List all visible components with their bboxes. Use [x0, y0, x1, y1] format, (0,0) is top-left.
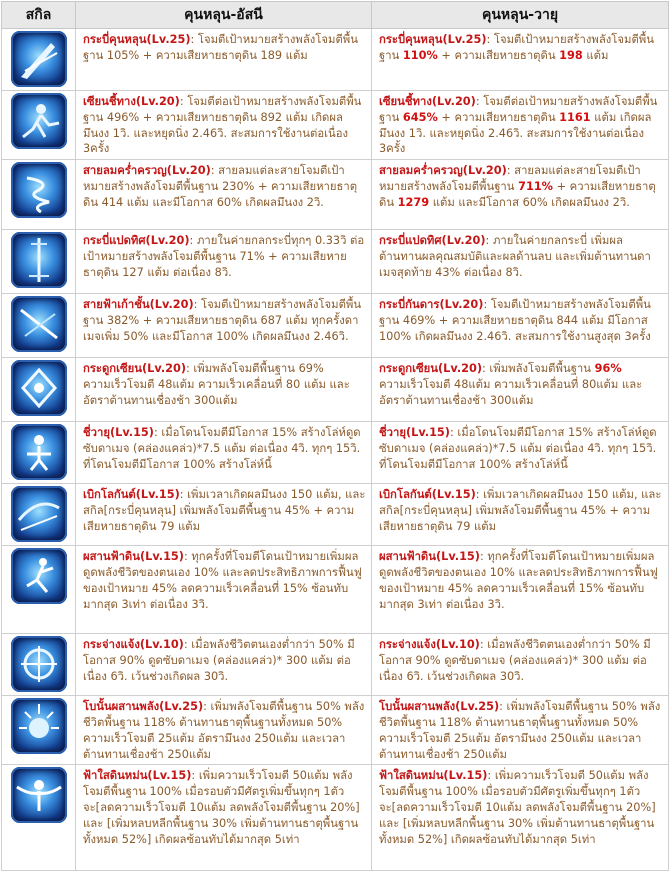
skill-description: : เมื่อโดนโจมตีมีโอกาส 15% สร้างโล่ห์ดูดซับดาเมจ (คล่องแคล่ว)*7.5 แต้ม ต่อเนื่อง 4วิ. ทุกๆ 15วิ. ที่โดนโจมตีมีโอกาส 100% สร้างโล่ห์นี้ [379, 426, 657, 471]
skill-row [2, 634, 669, 696]
skill-description: ความเร็วโจมตี 48แต้ม ความเร็วเคลื่อนที่ 80แต้ม และอัตราต้านทานเชื่องช้า 300แต้ม [379, 377, 643, 407]
skill-cell-asani [76, 546, 372, 634]
highlighted-value: 711% [518, 179, 553, 193]
skill-description: : เพิ่มเวลาเกิดผลมึนงง 150 แต้ม, และสกิล[กระบี่คุนหลุน] เพิ่มพลังโจมตีพื้นฐาน 45% + ความเสียหายธาตุดิน 79 แต้ม [83, 488, 366, 533]
lightning-slash-icon [11, 296, 67, 352]
skill-name: เซียนชี้ทาง(Lv.20) [83, 95, 180, 108]
header-class-asani: คุนหลุน-อัสนี [76, 2, 372, 29]
skill-name: เซียนชี้ทาง(Lv.20) [379, 95, 476, 108]
skill-cell-asani [76, 160, 372, 230]
skill-icon-cell [2, 230, 76, 294]
skill-description: + ความเสียหายธาตุดิน [379, 179, 656, 209]
skill-row [2, 160, 669, 230]
energy-burst-icon [11, 698, 67, 754]
skill-icon-cell [2, 696, 76, 765]
skill-icon-cell [2, 29, 76, 91]
skill-name: กระบี่แปดทิศ(Lv.20) [379, 234, 486, 248]
skill-description: : เพิ่มพลังโจมตีพื้นฐาน 50% พลังชีวิตพื้นฐาน 118% ต้านทานธาตุพื้นฐานทั้งหมด 50% ความเร็วโจมตี 25แต้ม อัตรามึนงง 250แต้ม และเวลาต้านทานเชื่องช้า 250แต้ม [379, 700, 661, 761]
highlighted-value: 1161 [559, 110, 591, 124]
skill-description: : ทุกครั้งที่โจมตีโดนเป้าหมายเพิ่มผลดูดพลังชีวิตของตนเอง 10% และลดประสิทธิภาพการฟื้นฟูของเป้าหมาย 45% ลดความเร็วเคลื่อนที่ 15% ซ้อนทับมากสุด 3เท่า ต่อเนื่อง 3วิ. [379, 550, 658, 611]
skill-description: : โจมตีเป้าหมายสร้างพลังโจมตีพื้นฐาน 105% + ความเสียหายธาตุดิน 189 แต้ม [83, 33, 358, 62]
highlighted-value: 645% [402, 110, 438, 124]
skill-description: : สายลมแต่ละสายโจมตีเป้าหมายสร้างพลังโจมตีพื้นฐาน [379, 164, 641, 193]
skill-description: : เพิ่มเวลาเกิดผลมึนงง 150 แต้ม, และสกิล[กระบี่คุนหลุน] เพิ่มพลังโจมตีพื้นฐาน 45% + ความเสียหายธาตุดิน 79 แต้ม [379, 488, 662, 533]
skill-name: กระดูกเซียน(Lv.20) [379, 362, 483, 376]
skill-name: กระบี่แปดทิศ(Lv.20) [83, 234, 190, 248]
skill-name: ผสานฟ้าดิน(Lv.15) [379, 550, 480, 564]
highlighted-value: 110% [402, 48, 438, 62]
skill-description: : เพิ่มความเร็วโจมตี 50แต้ม พลังโจมตีพื้นฐาน 100% เมื่อรอบตัวมีศัตรูเพิ่มขึ้นทุกๆ 1ตัว จะ[ลดความเร็วโจมตี 10แต้ม ลดพลังโจมตีพื้นฐาน 20%] และ [เพิ่มหลบหลีกพื้นฐาน 30% เพิ่มต้านทานธาตุพื้นฐานทั้งหมด 52%] เกิดผลซ้อนทับได้มากสุด 5เท่า [83, 769, 360, 846]
skill-name: สายลมคร่ำครวญ(Lv.20) [379, 164, 507, 178]
skill-name: กระบี่กันดาร(Lv.20) [379, 298, 484, 312]
skill-description: + ความเสียหายธาตุดิน [437, 110, 560, 124]
skill-row [2, 294, 669, 358]
skill-cell-wayu [372, 358, 669, 422]
sword-formation-icon [11, 232, 67, 288]
skill-description: แต้ม เกิดผลมึนงง 1วิ. และหยุดนิ่ง 2.46วิ. สะสมการใช้งานต่อเนื่อง 3ครั้ง [379, 110, 652, 156]
skill-row [2, 422, 669, 484]
skill-row [2, 484, 669, 546]
skill-row [2, 91, 669, 160]
skill-description: : เมื่อพลังชีวิตตนเองต่ำกว่า 50% มีโอกาส 90% ดูดซับดาเมจ (คล่องแคล่ว)* 300 แต้ม ต่อเนื่อง 6วิ. เว้นช่วงเกิดผล 30วิ. [379, 638, 651, 683]
skill-cell-wayu [372, 422, 669, 484]
skill-description: แต้ม [582, 48, 609, 62]
spinning-blade-icon [11, 636, 67, 692]
flying-kick-icon [11, 93, 67, 149]
skill-icon-cell [2, 484, 76, 546]
skill-name: โบนั้นผสานพลัง(Lv.25) [379, 700, 500, 714]
skill-description: แต้ม และมีโอกาส 60% เกิดผลมึนงง 2วิ. [429, 195, 630, 209]
skill-icon-cell [2, 294, 76, 358]
highlighted-value: 198 [559, 48, 583, 62]
skill-cell-wayu [372, 91, 669, 160]
highlighted-value: 1279 [397, 195, 430, 209]
skill-name: ชี่วายุ(Lv.15) [83, 426, 154, 440]
skill-name: สายฟ้าเก้าชั้น(Lv.20) [83, 298, 194, 312]
skill-description: : เมื่อโดนโจมตีมีโอกาส 15% สร้างโล่ห์ดูดซับดาเมจ (คล่องแคล่ว)*7.5 แต้ม ต่อเนื่อง 4วิ. ทุกๆ 15วิ. ที่โดนโจมตีมีโอกาส 100% สร้างโล่ห์นี้ [83, 426, 361, 471]
skill-description: : สายลมแต่ละสายโจมตีเป้าหมายสร้างพลังโจมตีพื้นฐาน 230% + ความเสียหายธาตุดิน 414 แต้ม และมีโอกาส 60% เกิดผลมึนงง 2วิ. [83, 164, 358, 209]
skill-cell-wayu [372, 765, 669, 871]
skill-cell-asani [76, 294, 372, 358]
skill-row [2, 29, 669, 91]
skill-icon-cell [2, 422, 76, 484]
skill-name: โบนั้นผสานพลัง(Lv.25) [83, 700, 204, 714]
highlighted-value: 96% [594, 362, 622, 376]
skill-description: : โจมตีเป้าหมายสร้างพลังโจมตีพื้นฐาน 469% + ความเสียหายธาตุดิน 844 แต้ม มีโอกาส 100% เกิดผลมึนงง 2.46วิ. สะสมการใช้งานสูงสุด 3ครั้ง [379, 298, 651, 343]
skill-comparison-table [1, 1, 669, 871]
skill-description: : โจมตีเป้าหมายสร้างพลังโจมตีพื้นฐาน 382% + ความเสียหายธาตุดิน 687 แต้ม ทุกครั้งดาเมจเพิ่ม 50% และมีโอกาส 100% เกิดผลมึนงง 2.46วิ. [83, 298, 362, 343]
skill-name: เบิกโลกันต์(Lv.15) [379, 488, 476, 502]
blade-strike-icon [11, 31, 67, 87]
skill-description: : เพิ่มความเร็วโจมตี 50แต้ม พลังโจมตีพื้นฐาน 100% เมื่อรอบตัวมีศัตรูเพิ่มขึ้นทุกๆ 1ตัว จะ[ลดความเร็วโจมตี 10แต้ม ลดพลังโจมตีพื้นฐาน 20%] และ [เพิ่มหลบหลีกพื้นฐาน 30% เพิ่มต้านทานธาตุพื้นฐานทั้งหมด 52%] เกิดผลซ้อนทับได้มากสุด 5เท่า [379, 769, 656, 846]
palm-strike-icon [11, 360, 67, 416]
skill-name: กระจ่างแจ้ง(Lv.10) [379, 638, 480, 652]
skill-cell-asani [76, 484, 372, 546]
divine-wings-icon [11, 767, 67, 823]
skill-cell-asani [76, 29, 372, 91]
skill-cell-asani [76, 765, 372, 871]
skill-cell-wayu [372, 634, 669, 696]
skill-cell-wayu [372, 546, 669, 634]
skill-name: สายลมคร่ำครวญ(Lv.20) [83, 164, 211, 178]
skill-cell-wayu [372, 29, 669, 91]
skill-description: : โจมตีเป้าหมายสร้างพลังโจมตีพื้นฐาน [379, 33, 654, 62]
skill-icon-cell [2, 91, 76, 160]
skill-name: กระดูกเซียน(Lv.20) [83, 362, 187, 376]
leaping-fighter-icon [11, 548, 67, 604]
skill-description: : เมื่อพลังชีวิตตนเองต่ำกว่า 50% มีโอกาส 90% ดูดซับดาเมจ (คล่องแคล่ว)* 300 แต้ม ต่อเนื่อง 6วิ. เว้นช่วงเกิดผล 30วิ. [83, 638, 355, 683]
table-header-row [2, 2, 669, 29]
skill-cell-wayu [372, 230, 669, 294]
skill-description: : โจมตีต่อเป้าหมายสร้างพลังโจมตีพื้นฐาน [379, 95, 658, 124]
skill-name: กระจ่างแจ้ง(Lv.10) [83, 638, 184, 652]
skill-name: ฟ้าใสดินหม่น(Lv.15) [83, 769, 192, 783]
skill-name: กระบี่คุนหลุน(Lv.25) [379, 33, 487, 46]
whirlwind-icon [11, 162, 67, 218]
sword-wind-icon [11, 486, 67, 542]
header-class-wayu: คุนหลุน-วายุ [372, 2, 669, 29]
skill-icon-cell [2, 546, 76, 634]
skill-row [2, 230, 669, 294]
skill-cell-asani [76, 358, 372, 422]
skill-description: : ทุกครั้งที่โจมตีโดนเป้าหมายเพิ่มผลดูดพลังชีวิตของตนเอง 10% และลดประสิทธิภาพการฟื้นฟูของเป้าหมาย 45% ลดความเร็วเคลื่อนที่ 15% ซ้อนทับมากสุด 3เท่า ต่อเนื่อง 3วิ. [83, 550, 362, 611]
skill-row [2, 696, 669, 765]
skill-row [2, 358, 669, 422]
skill-cell-wayu [372, 484, 669, 546]
skill-cell-wayu [372, 696, 669, 765]
skill-name: ฟ้าใสดินหม่น(Lv.15) [379, 769, 488, 783]
skill-cell-asani [76, 634, 372, 696]
skill-cell-wayu [372, 160, 669, 230]
skill-cell-asani [76, 696, 372, 765]
skill-row [2, 765, 669, 871]
skill-description: : ภายในค่ายกลกระบี่ เพิ่มผลต้านทานผลคุณสมบัติและผลด้านลบ และเพิ่มต้านทานดาเมจสุดท้าย 43% ต่อเนื่อง 8วิ. [379, 234, 651, 279]
skill-name: ผสานฟ้าดิน(Lv.15) [83, 550, 184, 564]
header-skill: สกิล [2, 2, 76, 29]
skill-name: กระบี่คุนหลุน(Lv.25) [83, 33, 191, 46]
skill-name: เบิกโลกันต์(Lv.15) [83, 488, 180, 502]
meditation-aura-icon [11, 424, 67, 480]
skill-name: ชี่วายุ(Lv.15) [379, 426, 450, 440]
skill-description: : เพิ่มพลังโจมตีพื้นฐาน [482, 362, 595, 376]
skill-cell-asani [76, 422, 372, 484]
skill-row [2, 546, 669, 634]
skill-description: : เพิ่มพลังโจมตีพื้นฐาน 50% พลังชีวิตพื้นฐาน 118% ต้านทานธาตุพื้นฐานทั้งหมด 50% ความเร็วโจมตี 25แต้ม อัตรามึนงง 250แต้ม และเวลาต้านทานเชื่องช้า 250แต้ม [83, 700, 365, 761]
skill-cell-asani [76, 91, 372, 160]
skill-icon-cell [2, 160, 76, 230]
skill-cell-asani [76, 230, 372, 294]
skill-icon-cell [2, 358, 76, 422]
skill-icon-cell [2, 634, 76, 696]
skill-cell-wayu [372, 294, 669, 358]
skill-description: + ความเสียหายธาตุดิน [437, 48, 560, 62]
skill-description: : เพิ่มพลังโจมตีพื้นฐาน 69% ความเร็วโจมตี 48แต้ม ความเร็วเคลื่อนที่ 80 แต้ม และอัตราต้านทานเชื่องช้า 300แต้ม [83, 362, 350, 407]
skill-icon-cell [2, 765, 76, 871]
skill-description: : โจมตีต่อเป้าหมายสร้างพลังโจมตีพื้นฐาน 496% + ความเสียหายธาตุดิน 892 แต้ม เกิดผลมึนงง 1วิ. และหยุดนิ่ง 2.46วิ. สะสมการใช้งานต่อเนื่อง 3ครั้ง [83, 95, 362, 156]
skill-description: : ภายในค่ายกลกระบี่ทุกๆ 0.33วิ ต่อเป้าหมายสร้างพลังโจมตีพื้นฐาน 71% + ความเสียหายธาตุดิน 127 แต้ม ต่อเนื่อง 8วิ. [83, 234, 365, 279]
